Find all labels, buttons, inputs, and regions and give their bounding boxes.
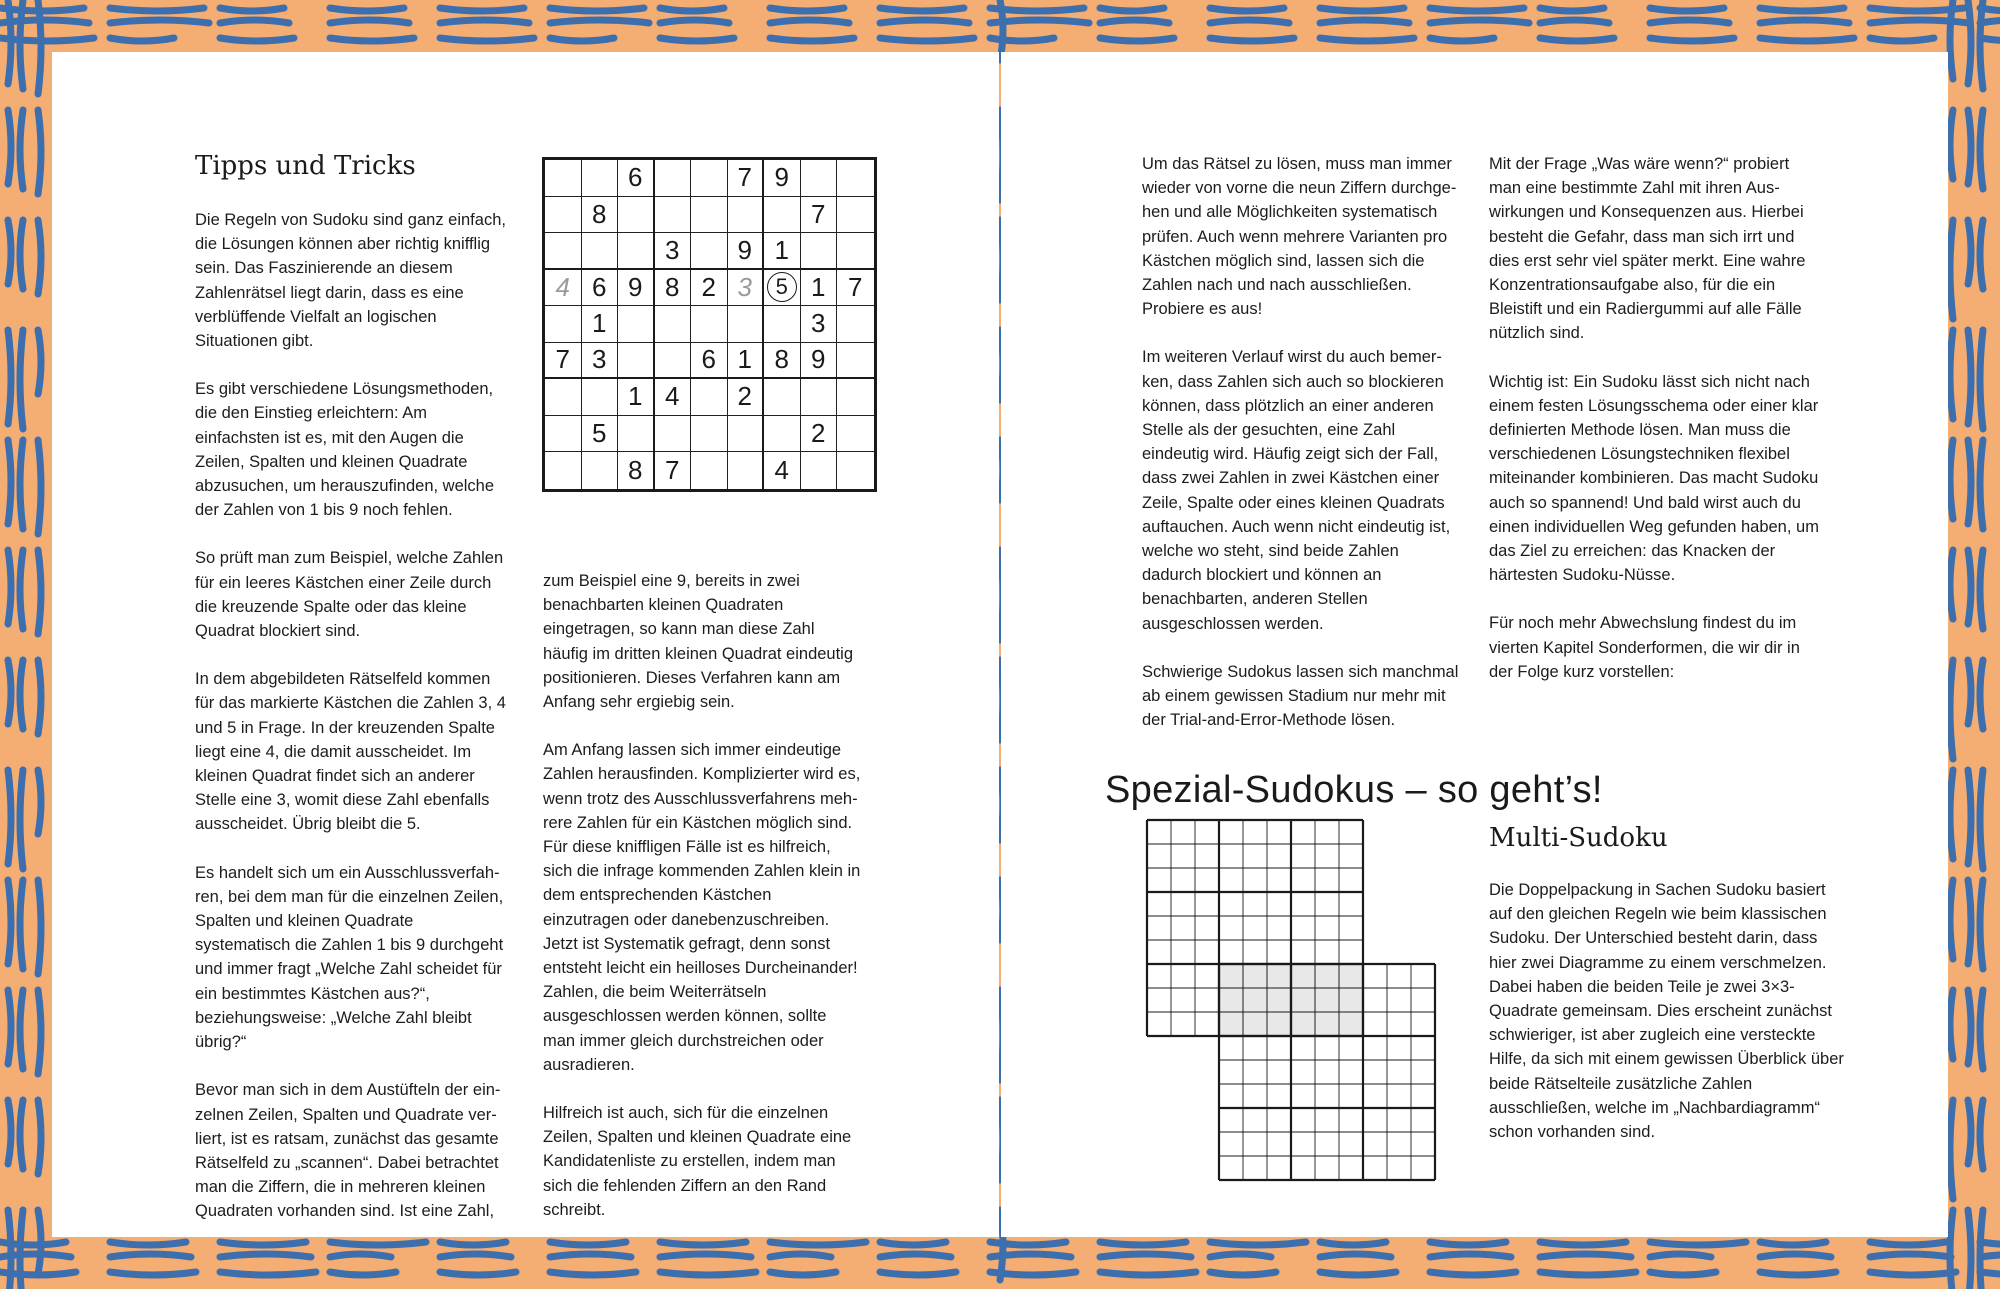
sudoku-cell	[837, 379, 874, 416]
sudoku-cell	[801, 233, 838, 270]
sudoku-cell	[545, 160, 582, 197]
pattern-stroke	[38, 0, 41, 1274]
sudoku-cell: 1	[801, 270, 838, 307]
sudoku-cell	[545, 379, 582, 416]
sudoku-cell	[837, 160, 874, 197]
sudoku-cell	[582, 452, 619, 489]
sudoku-example-grid	[542, 157, 877, 492]
sudoku-cell: 4	[545, 270, 582, 307]
sudoku-cell: 1	[582, 306, 619, 343]
sudoku-cell	[691, 379, 728, 416]
sudoku-cell: 7	[655, 452, 692, 489]
sudoku-cell: 3	[655, 233, 692, 270]
sudoku-cell	[582, 379, 619, 416]
sudoku-cell	[728, 306, 765, 343]
sudoku-cell	[545, 416, 582, 453]
paragraph: zum Beispiel eine 9, bereits in zwei benachbarten kleinen Quadraten eingetragen, so kann man diese Zahl häufig im dritten kleinen Quadrat eindeutig positionieren. Dieses Verfahren kann am Anfang sehr ergiebig sein.	[543, 572, 854, 712]
sudoku-cell	[545, 197, 582, 234]
sudoku-cell: 8	[655, 270, 692, 307]
paragraph: Am Anfang lassen sich immer eindeutige Zahlen herausfinden. Komplizierter wird es, wenn trotz des Ausschlussverfahrens mehrere Zahlen für ein Kästchen möglich sind. Für diese kniffligen Fälle ist es hilfreich, sich die infrage kommenden Zahlen klein in dem entsprechenden Kästchen einzutragen oder danebenzuschreiben. Jetzt ist Systematik gefragt, denn sonst entsteht leicht ein heilloses Durcheinander! Zahlen, die beim Weiterrätseln ausgeschlossen werden können, sollte man immer gleich durchstreichen oder ausradieren.	[543, 741, 861, 1074]
right-column-2	[1489, 152, 1819, 708]
paragraph: Die Regeln von Sudoku sind ganz einfach, die Lösungen können aber richtig knifflig sein. Das Faszinierende an diesem Zahlenrätsel liegt darin, dass es eine verblüffende Vielfalt an logischen Situationen gibt.	[195, 211, 506, 351]
sudoku-cell: 2	[691, 270, 728, 307]
sudoku-cell	[655, 343, 692, 380]
paragraph: Mit der Frage „Was wäre wenn?“ probiert man eine bestimmte Zahl mit ihren Auswirkungen und Konsequenzen aus. Hierbei besteht die Gefahr, dass man sich irrt und dies erst sehr viel später merkt. Eine wahre Konzentrationsaufgabe also, für die ein Bleistift und ein Radiergummi auf alle Fälle nützlich sind.	[1489, 155, 1806, 343]
sudoku-cell	[691, 197, 728, 234]
sudoku-cell	[728, 197, 765, 234]
sudoku-cell: 6	[691, 343, 728, 380]
sudoku-cell	[618, 233, 655, 270]
sudoku-cell	[764, 270, 801, 307]
sudoku-cell: 7	[801, 197, 838, 234]
sudoku-cell: 5	[582, 416, 619, 453]
paragraph: Es handelt sich um ein Ausschlussverfahren, bei dem man für die einzelnen Zeilen, Spalten und kleinen Quadrate systematisch die Zahlen 1 bis 9 durchgeht und immer fragt „Welche Zahl scheidet für ein bestimmtes Kästchen aus?“, beziehungsweise: „Welche Zahl bleibt übrig?“	[195, 863, 504, 1052]
sudoku-cell: 3	[801, 306, 838, 343]
sudoku-cell: 1	[728, 343, 765, 380]
paragraph: In dem abgebildeten Rätselfeld kommen für das markierte Kästchen die Zahlen 3, 4 und 5 in Frage. In der kreuzenden Spalte liegt eine 4, die damit ausscheidet. Im kleinen Quadrat findet sich an anderer Stelle eine 3, womit diese Zahl ebenfalls ausscheidet. Übrig bleibt die 5.	[195, 670, 506, 834]
sudoku-cell: 1	[764, 233, 801, 270]
sudoku-cell: 7	[837, 270, 874, 307]
sudoku-cell	[545, 233, 582, 270]
sudoku-cell: 9	[801, 343, 838, 380]
right-column-1	[1142, 152, 1460, 756]
paragraph: Hilfreich ist auch, sich für die einzelnen Zeilen, Spalten und kleinen Quadrate eine Kandidatenliste zu erstellen, indem man sich die fehlenden Ziffern an den Rand schreibt.	[543, 1104, 852, 1219]
sudoku-cell: 9	[728, 233, 765, 270]
sudoku-cell	[655, 197, 692, 234]
sudoku-cell	[801, 452, 838, 489]
multi-sudoku-text	[1489, 878, 1849, 1168]
paragraph: Im weiteren Verlauf wirst du auch bemerken, dass Zahlen sich auch so blockieren können, dass plötzlich an einer anderen Stelle als der gesuchten, eine Zahl eindeutig wird. Häufig zeigt sich der Fall, dass zwei Zahlen in zwei Kästchen einer Zeile, Spalte oder eines kleinen Quadrats auftauchen. Auch wenn nicht eindeutig ist, welche wo steht, sind beide Zahlen dadurch blockiert und können an benachbarten, anderen Stellen ausgeschlossen werden.	[1142, 348, 1451, 633]
sudoku-cell	[691, 233, 728, 270]
sudoku-cell	[764, 379, 801, 416]
pattern-stroke	[8, 0, 11, 1289]
paragraph: Bevor man sich in dem Austüfteln der einzelnen Zeilen, Spalten und Quadrate verliert, ist es ratsam, zunächst das gesamte Rätselfeld zu „scannen“. Dabei betrachtet man die Ziffern, die in mehreren kleinen Quadraten vorhanden sind. Ist eine Zahl,	[195, 1081, 501, 1221]
paragraph: Um das Rätsel zu lösen, muss man immer wieder von vorne die neun Ziffern durchgehen und alle Möglichkeiten systematisch prüfen. Auch wenn mehrere Varianten pro Kästchen möglich sind, lassen sich die Zahlen nach und nach ausschließen. Probiere es aus!	[1142, 155, 1457, 319]
sudoku-cell	[582, 233, 619, 270]
sudoku-cell	[801, 379, 838, 416]
special-sudokus-title: Spezial-Sudokus – so geht’s!	[1105, 769, 1603, 811]
left-column-2	[543, 569, 861, 1246]
paragraph: Schwierige Sudokus lassen sich manchmal ab einem gewissen Stadium nur mehr mit der Trial-and-Error-Methode lösen.	[1142, 662, 1459, 730]
sudoku-cell: 8	[582, 197, 619, 234]
sudoku-cell	[728, 452, 765, 489]
sudoku-cell	[837, 233, 874, 270]
sudoku-cell	[655, 416, 692, 453]
sudoku-cell	[655, 306, 692, 343]
pattern-stroke	[20, 0, 23, 1289]
sudoku-cell: 9	[618, 270, 655, 307]
marked-cell-value: 5	[767, 272, 797, 302]
sudoku-cell	[837, 343, 874, 380]
sudoku-cell	[764, 306, 801, 343]
sudoku-cell: 4	[764, 452, 801, 489]
sudoku-cell: 9	[764, 160, 801, 197]
sudoku-cell	[618, 343, 655, 380]
sudoku-cell	[837, 416, 874, 453]
paragraph: Für noch mehr Abwechslung findest du im vierten Kapitel Sonderformen, die wir dir in der Folge kurz vorstellen:	[1489, 614, 1800, 681]
paragraph: So prüft man zum Beispiel, welche Zahlen für ein leeres Kästchen einer Zeile durch die kreuzende Spalte oder das kleine Quadrat blockiert sind.	[195, 549, 504, 641]
sudoku-cell	[545, 306, 582, 343]
sudoku-cell: 3	[728, 270, 765, 307]
sudoku-cell: 7	[545, 343, 582, 380]
sudoku-cell	[837, 306, 874, 343]
sudoku-cell	[655, 160, 692, 197]
left-page	[52, 52, 999, 1237]
tips-title: Tipps und Tricks	[195, 151, 416, 181]
sudoku-cell	[618, 306, 655, 343]
sudoku-cell	[545, 452, 582, 489]
sudoku-cell: 6	[582, 270, 619, 307]
sudoku-cell: 8	[764, 343, 801, 380]
sudoku-cell	[764, 197, 801, 234]
sudoku-cell: 2	[728, 379, 765, 416]
sudoku-cell	[618, 197, 655, 234]
sudoku-cell: 7	[728, 160, 765, 197]
multi-sudoku-title: Multi-Sudoku	[1489, 823, 1668, 853]
pattern-stroke	[1968, 0, 1971, 1289]
sudoku-cell	[764, 416, 801, 453]
left-column-1	[195, 208, 513, 1248]
paragraph: Die Doppelpackung in Sachen Sudoku basiert auf den gleichen Regeln wie beim klassischen Sudoku. Der Unterschied besteht darin, dass hier zwei Diagramme zu einem verschmelzen. Dabei haben die beiden Teile je zwei 3×3-Quadrate gemeinsam. Dies erscheint zunächst schwieriger, ist aber zugleich eine versteckte Hilfe, da sich mit einem gewissen Überblick über beide Rätselteile zusätzliche Zahlen ausschließen, welche im „Nachbardiagramm“ schon vorhanden sind.	[1489, 881, 1844, 1142]
right-page	[1001, 52, 1948, 1237]
sudoku-cell	[837, 452, 874, 489]
paragraph: Wichtig ist: Ein Sudoku lässt sich nicht nach einem festen Lösungsschema oder einer klar definierten Methode lösen. Man muss die verschiedenen Lösungstechniken flexibel miteinander kombinieren. Das macht Sudoku auch so spannend! Und bald wirst auch du einen individuellen Weg gefunden haben, um das Ziel zu erreichen: das Knacken der härtesten Sudoku-Nüsse.	[1489, 372, 1819, 585]
sudoku-cell: 3	[582, 343, 619, 380]
sudoku-cell	[691, 306, 728, 343]
sudoku-cell: 8	[618, 452, 655, 489]
pattern-stroke	[1980, 0, 1983, 1289]
sudoku-cell	[618, 416, 655, 453]
sudoku-cell	[582, 160, 619, 197]
sudoku-cell	[691, 416, 728, 453]
sudoku-cell: 1	[618, 379, 655, 416]
sudoku-cell: 4	[655, 379, 692, 416]
pattern-stroke	[1950, 0, 1953, 1289]
sudoku-cell	[691, 160, 728, 197]
sudoku-cell	[801, 160, 838, 197]
sudoku-cell	[691, 452, 728, 489]
sudoku-cell: 2	[801, 416, 838, 453]
multi-sudoku-diagram	[1145, 818, 1437, 1194]
sudoku-cell	[837, 197, 874, 234]
paragraph: Es gibt verschiedene Lösungsmethoden, die den Einstieg erleichtern: Am einfachsten ist es, mit den Augen die Zeilen, Spalten und kleinen Quadrate abzusuchen, um herauszufinden, welche der Zahlen von 1 bis 9 noch fehlen.	[195, 380, 495, 520]
sudoku-cell	[728, 416, 765, 453]
sudoku-cell: 6	[618, 160, 655, 197]
